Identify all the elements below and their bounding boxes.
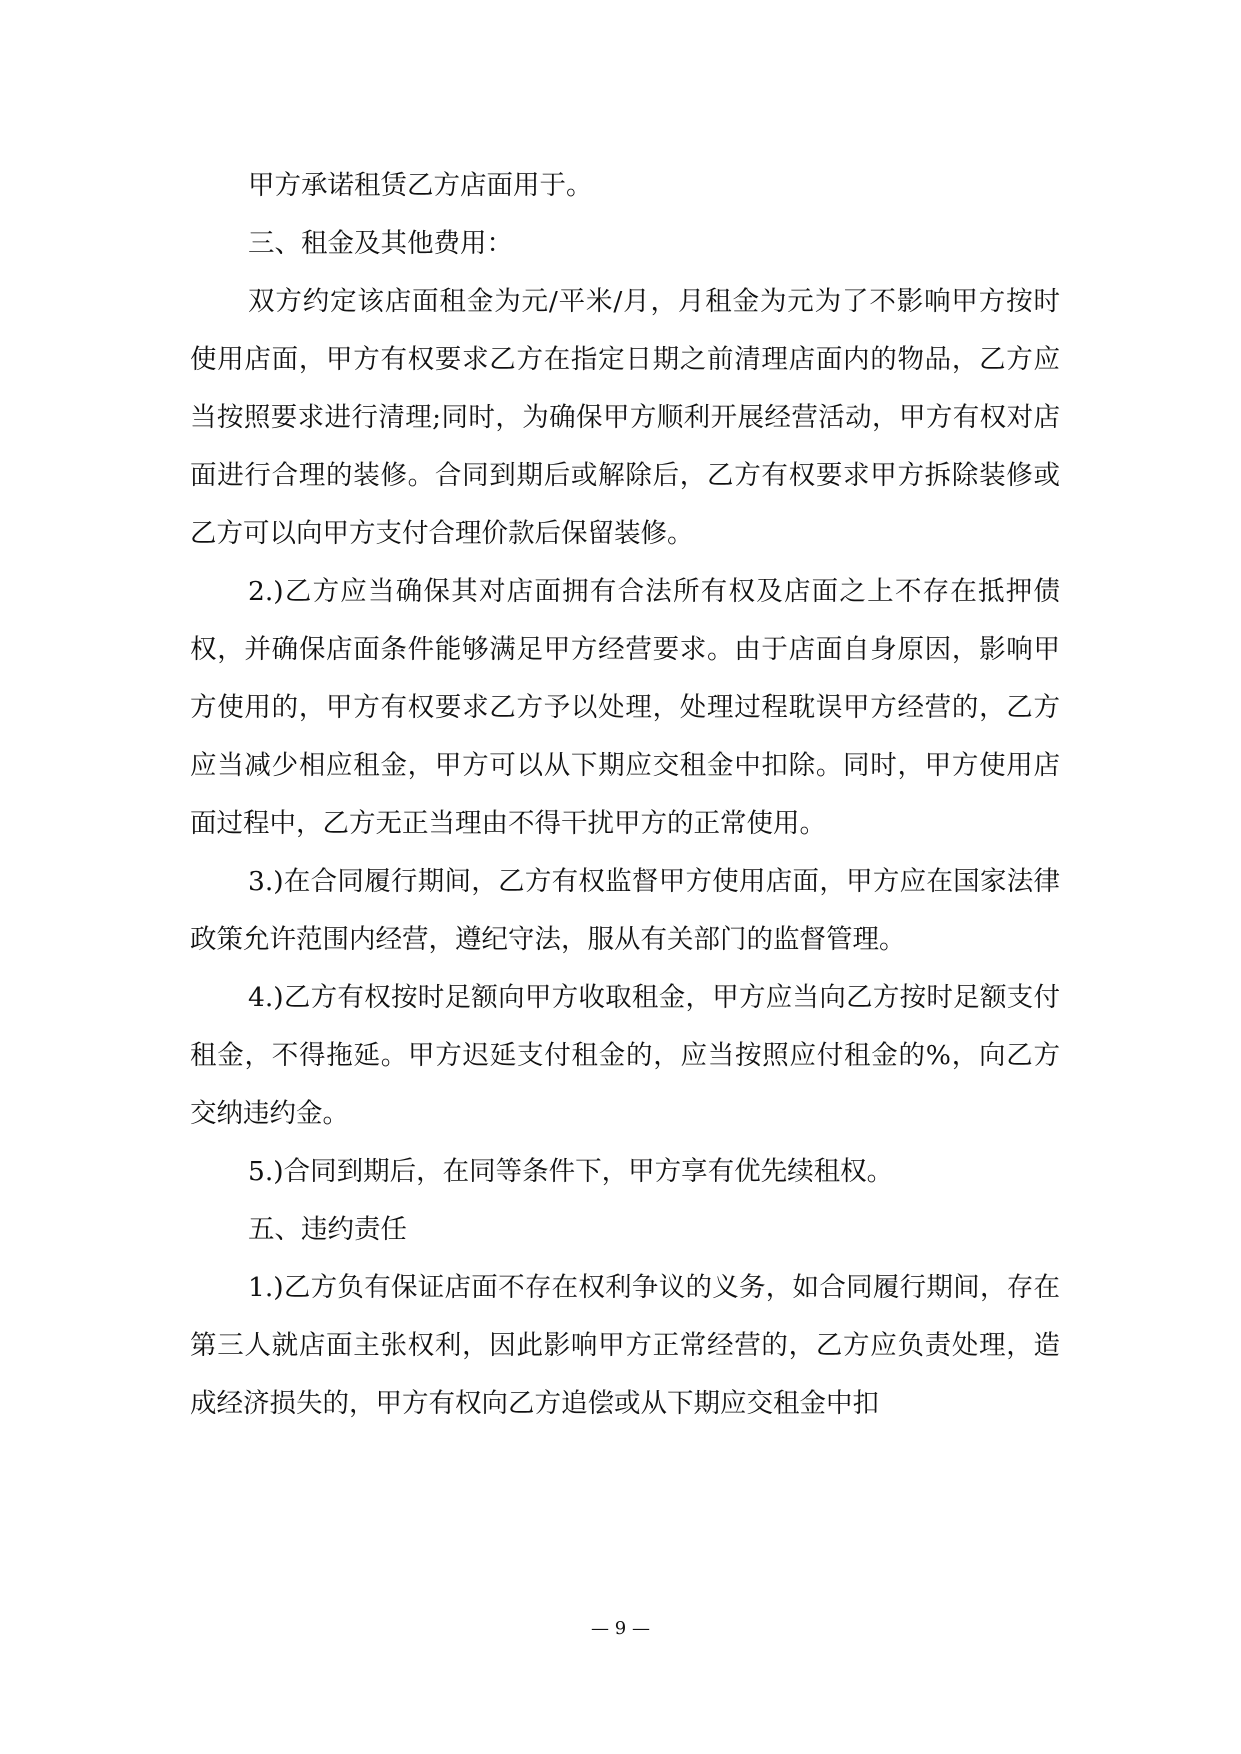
- paragraph-clause-3: 3.)在合同履行期间，乙方有权监督甲方使用店面，甲方应在国家法律政策允许范围内经营，遵纪守法，服从有关部门的监督管理。: [190, 866, 1060, 955]
- paragraph-breach-clause-1: 1.)乙方负有保证店面不存在权利争议的义务，如合同履行期间，存在第三人就店面主张权利，因此影响甲方正常经营的，乙方应负责处理，造成经济损失的，甲方有权向乙方追偿或从下期应交租金中扣: [190, 1272, 1060, 1419]
- heading-rent-and-fees: 三、租金及其他费用：: [248, 228, 513, 259]
- paragraph-purpose: 甲方承诺租赁乙方店面用于。: [248, 170, 593, 201]
- page-number: — 9 —: [591, 1618, 650, 1639]
- paragraph-clause-4: 4.)乙方有权按时足额向甲方收取租金，甲方应当向乙方按时足额支付租金，不得拖延。甲方迟延支付租金的，应当按照应付租金的%，向乙方交纳违约金。: [190, 982, 1060, 1129]
- document-body: [190, 157, 1060, 1433]
- paragraph-clause-5: 5.)合同到期后，在同等条件下，甲方享有优先续租权。: [248, 1156, 894, 1187]
- paragraph-rent-terms: 双方约定该店面租金为元/平米/月，月租金为元为了不影响甲方按时使用店面，甲方有权要求乙方在指定日期之前清理店面内的物品，乙方应当按照要求进行清理;同时，为确保甲方顺利开展经营活动，甲方有权对店面进行合理的装修。合同到期后或解除后，乙方有权要求甲方拆除装修或乙方可以向甲方支付合理价款后保留装修。: [190, 286, 1060, 549]
- paragraph-clause-2: 2.)乙方应当确保其对店面拥有合法所有权及店面之上不存在抵押债权，并确保店面条件能够满足甲方经营要求。由于店面自身原因，影响甲方使用的，甲方有权要求乙方予以处理，处理过程耽误甲方经营的，乙方应当减少相应租金，甲方可以从下期应交租金中扣除。同时，甲方使用店面过程中，乙方无正当理由不得干扰甲方的正常使用。: [190, 576, 1060, 839]
- heading-breach-liability: 五、违约责任: [248, 1214, 407, 1245]
